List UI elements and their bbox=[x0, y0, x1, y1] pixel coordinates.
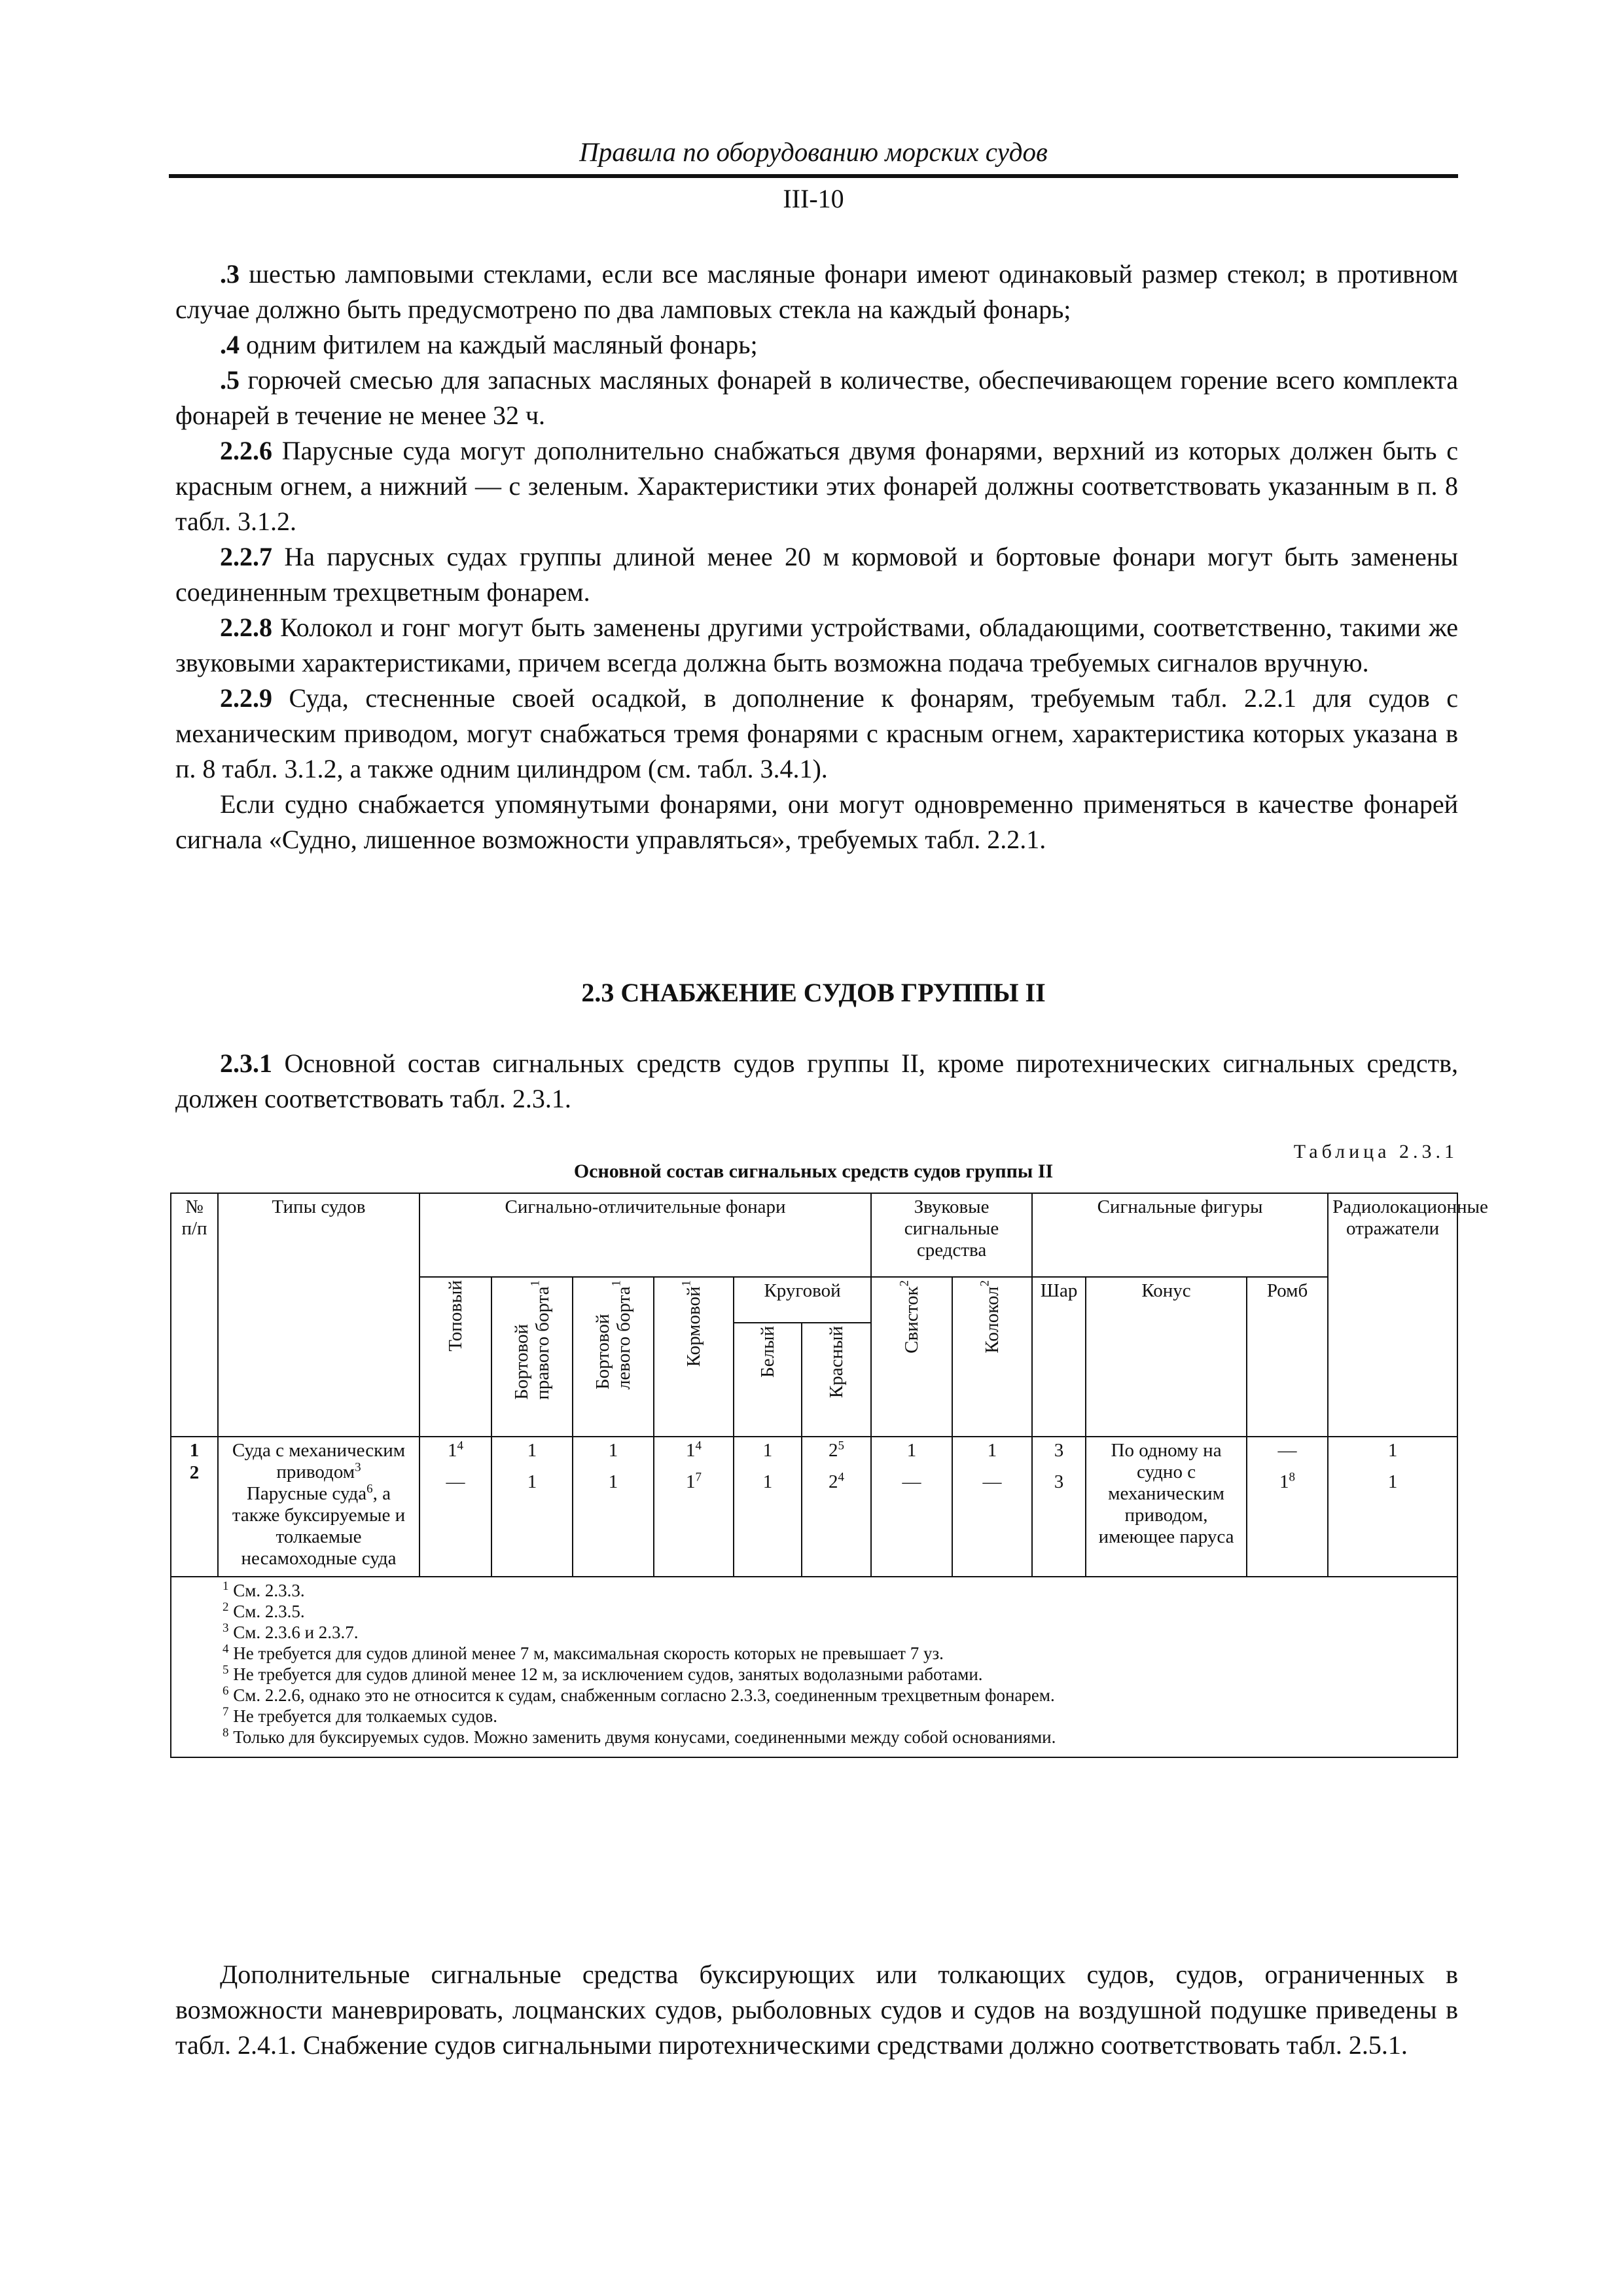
page-number: III-10 bbox=[783, 184, 844, 213]
header-signal-figures: Сигнальные фигуры bbox=[1032, 1193, 1328, 1277]
footnote: $^4$ Не требуется для судов длиной менее 7 м, максимальная скорость которых не превышает 7 уз. bbox=[223, 1642, 944, 1663]
paragraph: .3 шестью ламповыми стеклами, если все масляные фонари имеют одинаковый размер стекол; в противном случае должно быть предусмотрено по два ламповых стекла на каждый фонарь; bbox=[175, 259, 1458, 324]
paragraph: 2.2.8 Колокол и гонг могут быть заменены другими устройствами, обладающими, соответственно, такими же звуковыми характеристиками, причем всегда должна быть возможна подача требуемых сигналов вручную. bbox=[175, 613, 1458, 677]
table-body-row bbox=[171, 1437, 1457, 1577]
cell-masthead: $1^4$ — bbox=[419, 1437, 491, 1577]
cell-bell: 1 — bbox=[952, 1437, 1032, 1577]
header-white: Белый bbox=[734, 1323, 802, 1437]
header-starboard: Бортовой правого борта$^1$ bbox=[491, 1277, 573, 1437]
paragraph: .5 горючей смесью для запасных масляных фонарей в количестве, обеспечивающем горение всего комплекта фонарей в течение не менее 32 ч. bbox=[175, 365, 1458, 430]
header-whistle: Свисток$^2$ bbox=[871, 1277, 952, 1437]
header-red: Красный bbox=[802, 1323, 871, 1437]
paragraph: 2.3.1 Основной состав сигнальных средств судов группы II, кроме пиротехнических сигнальных средств, должен соответствовать табл. 2.3.1. bbox=[175, 1049, 1458, 1113]
cell-ship-types: Суда с механическим приводом$^3$ Парусные суда$^6$, а также буксируемые и толкаемые несамоходные суда bbox=[218, 1437, 419, 1577]
header-rule bbox=[169, 174, 1458, 178]
paragraph: 2.2.7 На парусных судах группы длиной менее 20 м кормовой и бортовые фонари могут быть заменены соединенным трехцветным фонарем. bbox=[175, 542, 1458, 607]
header-sound-signals: Звуковые сигнальные средства bbox=[871, 1193, 1032, 1277]
body-text-top bbox=[175, 257, 1458, 857]
cell-whistle: 1 — bbox=[871, 1437, 952, 1577]
header-radar-reflectors: Радиолокационные отражатели bbox=[1328, 1193, 1457, 1437]
header-stern: Кормовой$^1$ bbox=[654, 1277, 734, 1437]
footnote: $^6$ См. 2.2.6, однако это не относится к судам, снабженным согласно 2.3.3, соединенным трехцветным фонарем. bbox=[223, 1684, 1055, 1705]
header-masthead: Топовый bbox=[419, 1277, 491, 1437]
paragraph: 2.2.6 Парусные суда могут дополнительно снабжаться двумя фонарями, верхний из которых должен быть с красным огнем, а нижний — с зеленым. Характеристики этих фонарей должны соответствовать указанным в п. 8 табл. 3.1.2. bbox=[175, 436, 1458, 536]
header-diamond: Ромб bbox=[1247, 1277, 1328, 1437]
table-footnotes bbox=[171, 1577, 1457, 1757]
footnote: $^1$ См. 2.3.3. bbox=[223, 1579, 305, 1600]
cell-cone: По одному на судно с механическим приводом, имеющее паруса bbox=[1086, 1437, 1247, 1577]
cell-diamond: — $1^8$ bbox=[1247, 1437, 1328, 1577]
closing-paragraph bbox=[175, 1957, 1458, 2063]
paragraph: Дополнительные сигнальные средства буксирующих или толкающих судов, судов, ограниченных в возможности маневрировать, лоцманских судов, рыболовных судов и судов на воздушной подушке приведены в табл. 2.4.1. Снабжение судов сигнальными пиротехническими средствами должно соответствовать табл. 2.5.1. bbox=[175, 1960, 1458, 2060]
cell-port: 1 1 bbox=[573, 1437, 654, 1577]
header-port: Бортовой левого борта$^1$ bbox=[573, 1277, 654, 1437]
cell-num: 1 2 bbox=[171, 1437, 218, 1577]
paragraph: 2.2.9 Суда, стесненные своей осадкой, в дополнение к фонарям, требуемым табл. 2.2.1 для судов с механическим приводом, могут снабжаться тремя фонарями с красным огнем, характеристика которых указана в п. 8 табл. 3.1.2, а также одним цилиндром (см. табл. 3.4.1). bbox=[175, 683, 1458, 783]
header-lights: Сигнально-отличительные фонари bbox=[419, 1193, 871, 1277]
footnote: $^3$ См. 2.3.6 и 2.3.7. bbox=[223, 1621, 359, 1642]
cell-stern: $1^4$ $1^7$ bbox=[654, 1437, 734, 1577]
header-num: № п/п bbox=[171, 1193, 218, 1437]
cell-ball: 3 3 bbox=[1032, 1437, 1086, 1577]
cell-red: $2^5$ $2^4$ bbox=[802, 1437, 871, 1577]
table-number: Таблица 2.3.1 bbox=[1293, 1141, 1458, 1162]
footnote: $^2$ См. 2.3.5. bbox=[223, 1600, 305, 1621]
section-intro bbox=[175, 1046, 1458, 1117]
header-ship-types: Типы судов bbox=[218, 1193, 419, 1437]
section-heading: 2.3 СНАБЖЕНИЕ СУДОВ ГРУППЫ II bbox=[581, 978, 1046, 1007]
cell-radar: 1 1 bbox=[1328, 1437, 1457, 1577]
header-ball: Шар bbox=[1032, 1277, 1086, 1437]
footnote: $^7$ Не требуется для толкаемых судов. bbox=[223, 1705, 497, 1726]
signals-table bbox=[170, 1193, 1488, 1758]
footnote: $^8$ Только для буксируемых судов. Можно заменить двумя конусами, соединенными между собой основаниями. bbox=[223, 1726, 1056, 1747]
paragraph: .4 одним фитилем на каждый масляный фонарь; bbox=[220, 330, 758, 359]
header-bell: Колокол$^2$ bbox=[952, 1277, 1032, 1437]
footnote: $^5$ Не требуется для судов длиной менее 12 м, за исключением судов, занятых водолазными работами. bbox=[223, 1663, 983, 1684]
cell-starboard: 1 1 bbox=[491, 1437, 573, 1577]
header-all-round: Круговой bbox=[734, 1277, 871, 1323]
cell-white: 1 1 bbox=[734, 1437, 802, 1577]
header-cone: Конус bbox=[1086, 1277, 1247, 1437]
running-header: Правила по оборудованию морских судов bbox=[579, 137, 1048, 167]
table-title: Основной состав сигнальных средств судов группы II bbox=[573, 1160, 1054, 1182]
paragraph: Если судно снабжается упомянутыми фонарями, они могут одновременно применяться в качестве фонарей сигнала «Судно, лишенное возможности управляться», требуемых табл. 2.2.1. bbox=[175, 789, 1458, 854]
